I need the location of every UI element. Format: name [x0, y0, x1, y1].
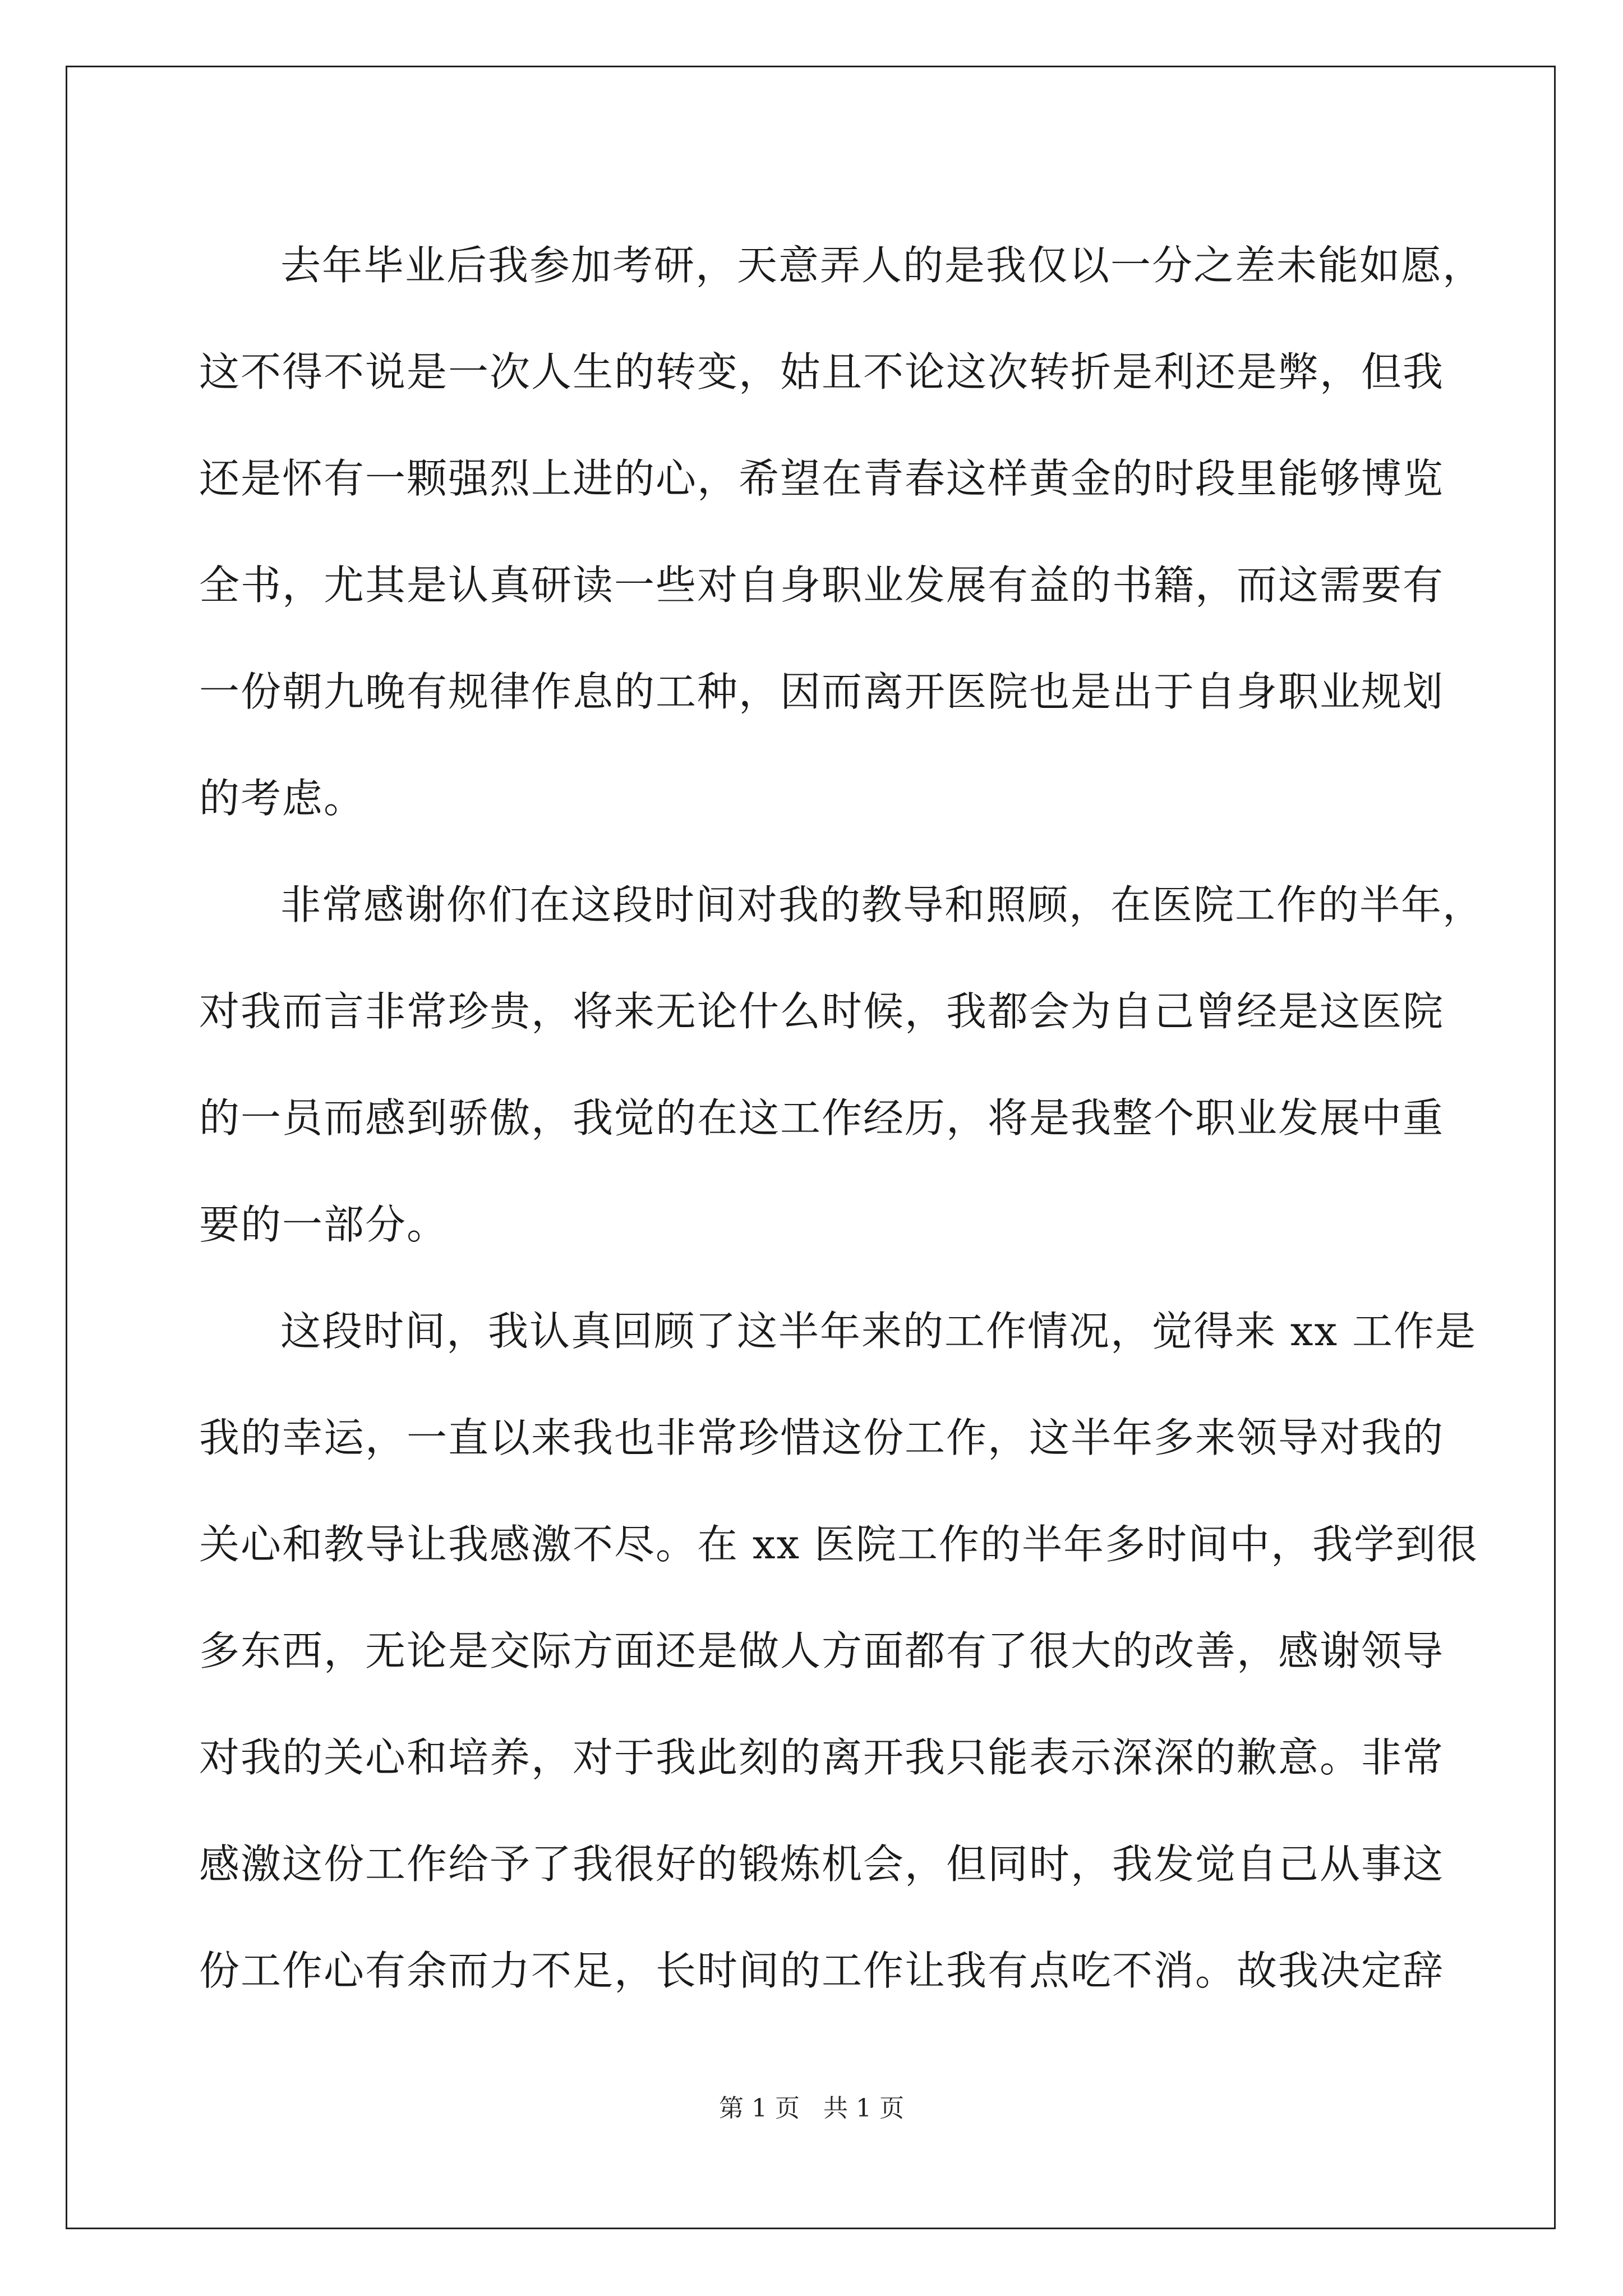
paragraph-line: 全书，尤其是认真研读一些对自身职业发展有益的书籍，而这需要有: [199, 562, 1445, 609]
paragraph-line: 的考虑。: [199, 775, 366, 822]
paragraph-line: 这段时间，我认真回顾了这半年来的工作情况，觉得来 xx 工作是: [280, 1308, 1477, 1355]
page-number: 第 1 页: [719, 2094, 800, 2123]
paragraph-line: 感激这份工作给予了我很好的锻炼机会，但同时，我发觉自己从事这: [199, 1841, 1445, 1888]
paragraph-line: 我的幸运，一直以来我也非常珍惜这份工作，这半年多来领导对我的: [199, 1414, 1445, 1461]
paragraph-line: 的一员而感到骄傲，我觉的在这工作经历，将是我整个职业发展中重: [199, 1094, 1445, 1142]
paragraph-line: 份工作心有余而力不足，长时间的工作让我有点吃不消。故我决定辞: [199, 1947, 1445, 1994]
paragraph-line: 非常感谢你们在这段时间对我的教导和照顾，在医院工作的半年，: [280, 881, 1484, 928]
paragraph-line: 对我的关心和培养，对于我此刻的离开我只能表示深深的歉意。非常: [199, 1734, 1445, 1781]
page-total: 共 1 页: [823, 2094, 904, 2123]
page-footer: [0, 2088, 1623, 2124]
document-body: [199, 212, 1484, 2024]
paragraph-line: 多东西，无论是交际方面还是做人方面都有了很大的改善，感谢领导: [199, 1627, 1445, 1674]
paragraph-line: 这不得不说是一次人生的转变，姑且不论这次转折是利还是弊，但我: [199, 348, 1445, 395]
paragraph-line: 去年毕业后我参加考研，天意弄人的是我仅以一分之差未能如愿，: [280, 242, 1484, 289]
paragraph-line: 还是怀有一颗强烈上进的心，希望在青春这样黄金的时段里能够博览: [199, 455, 1445, 502]
paragraph-line: 关心和教导让我感激不尽。在 xx 医院工作的半年多时间中，我学到很: [199, 1521, 1478, 1568]
paragraph-line: 一份朝九晚有规律作息的工种，因而离开医院也是出于自身职业规划: [199, 668, 1445, 715]
paragraph-line: 要的一部分。: [199, 1201, 449, 1248]
paragraph-line: 对我而言非常珍贵，将来无论什么时候，我都会为自己曾经是这医院: [199, 988, 1445, 1035]
